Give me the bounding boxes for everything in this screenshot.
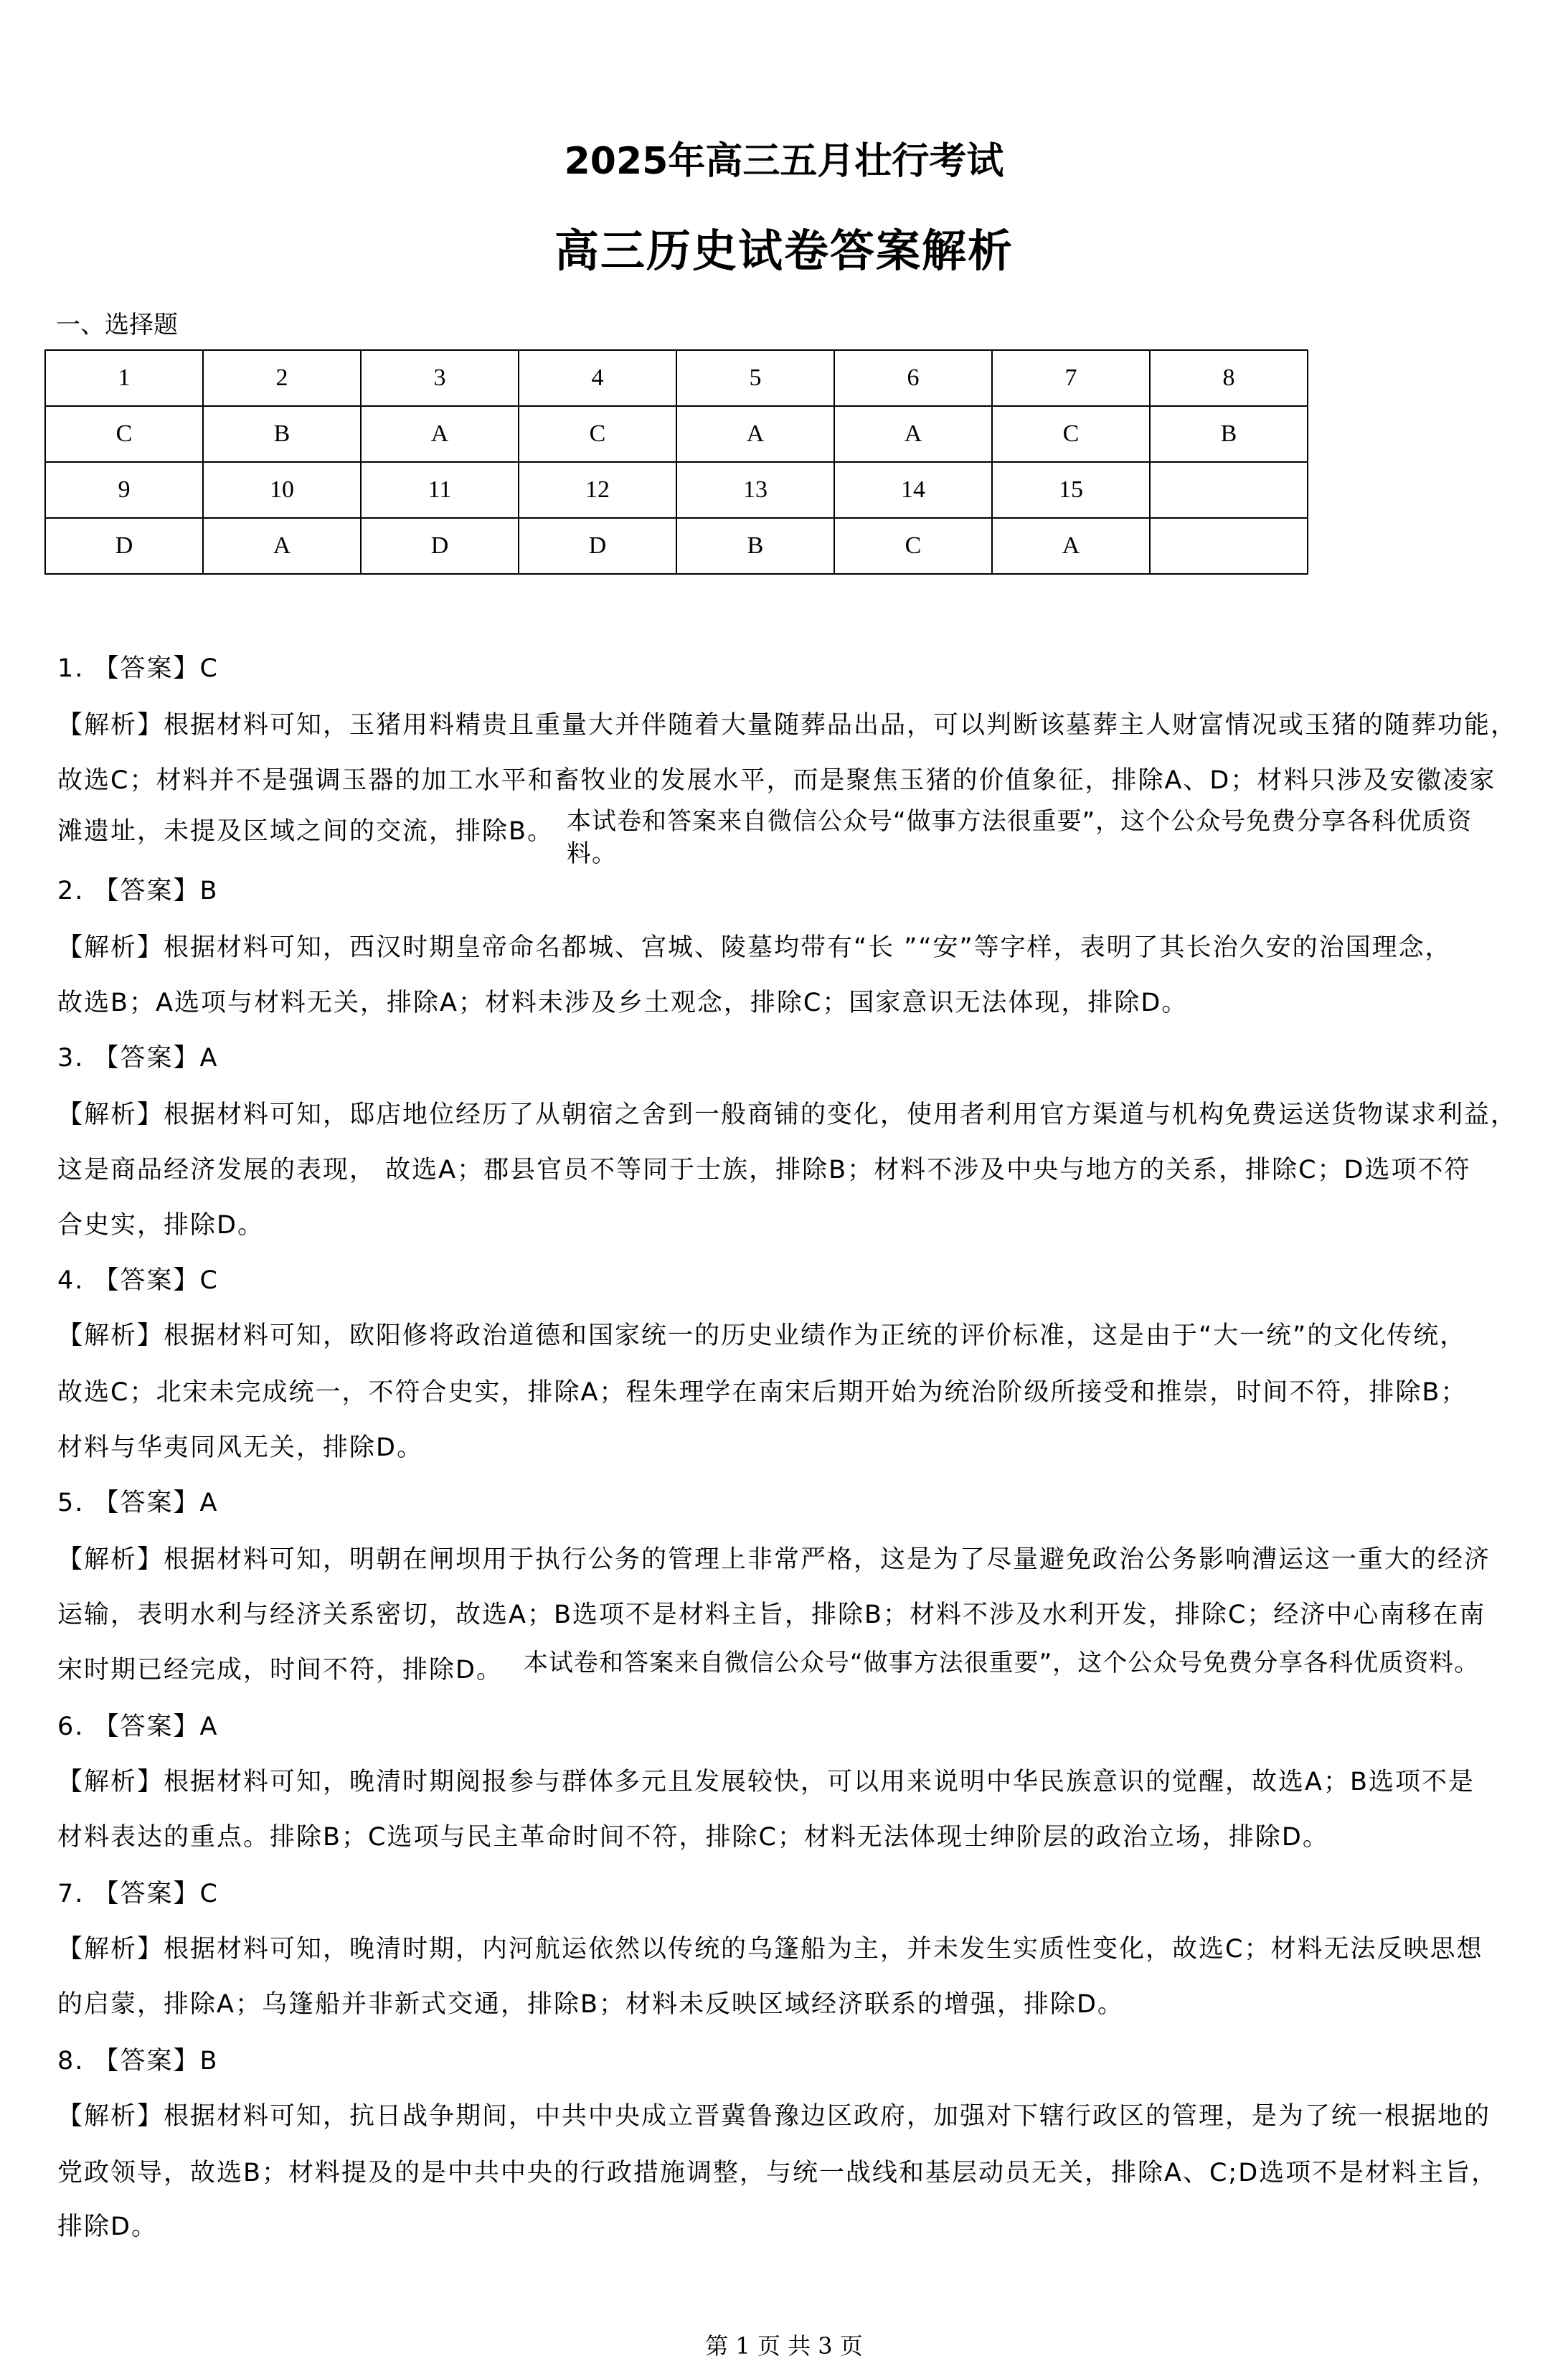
- explanation-line: 故选C；材料并不是强调玉器的加工水平和畜牧业的发展水平，而是聚焦玉猪的价值象征，排除A、D；材料只涉及安徽凌家: [57, 766, 1496, 795]
- section-heading: 一、选择题: [56, 311, 178, 339]
- watermark-line: 料。: [567, 839, 617, 868]
- answer-label: 7. 【答案】C: [57, 1880, 219, 1908]
- explanation-line: 故选B；A选项与材料无关，排除A；材料未涉及乡土观念，排除C；国家意识无法体现，排除D。: [57, 989, 1189, 1017]
- table-cell: 11: [361, 462, 519, 518]
- explanation-line: 运输，表明水利与经济关系密切，故选A；B选项不是材料主旨，排除B；材料不涉及水利开发，排除C；经济中心南移在南: [57, 1601, 1486, 1629]
- watermark-line: 本试卷和答案来自微信公众号“做事方法很重要”，这个公众号免费分享各科优质资: [567, 807, 1473, 836]
- table-cell: C: [519, 406, 676, 462]
- table-row: [45, 462, 1308, 518]
- table-cell: 5: [676, 350, 834, 406]
- explanation-line: 【解析】根据材料可知，欧阳修将政治道德和国家统一的历史业绩作为正统的评价标准，这是由于“大一统”的文化传统，: [57, 1321, 1467, 1350]
- answer-label: 6. 【答案】A: [57, 1712, 219, 1741]
- answer-table: [44, 349, 1308, 575]
- explanation-line: 材料与华夷同风无关，排除D。: [57, 1433, 423, 1462]
- table-cell: 14: [834, 462, 992, 518]
- table-cell: 6: [834, 350, 992, 406]
- watermark-note-2: 本试卷和答案来自微信公众号“做事方法很重要”，这个公众号免费分享各科优质资料。: [524, 1649, 1480, 1677]
- explanation-line: 【解析】根据材料可知，晚清时期，内河航运依然以传统的乌篷船为主，并未发生实质性变化，故选C；材料无法反映思想: [57, 1935, 1483, 1964]
- explanation-line: 【解析】根据材料可知，明朝在闸坝用于执行公务的管理上非常严格，这是为了尽量避免政治公务影响漕运这一重大的经济: [57, 1545, 1491, 1574]
- table-cell: 10: [203, 462, 361, 518]
- table-row: [45, 350, 1308, 406]
- table-cell: D: [45, 518, 203, 574]
- table-cell: 7: [992, 350, 1150, 406]
- table-cell: 12: [519, 462, 676, 518]
- explanation-line: 材料表达的重点。排除B；C选项与民主革命时间不符，排除C；材料无法体现士绅阶层的政治立场，排除D。: [57, 1823, 1329, 1852]
- table-cell: A: [992, 518, 1150, 574]
- explanation-line: 这是商品经济发展的表现， 故选A；郡县官员不等同于士族，排除B；材料不涉及中央与地方的关系，排除C；D选项不符: [57, 1156, 1471, 1184]
- explanation-line: 滩遗址，未提及区域之间的交流，排除B。: [57, 817, 554, 846]
- exam-title: 2025年高三五月壮行考试: [564, 140, 1004, 183]
- table-cell: [1150, 462, 1308, 518]
- table-cell: A: [834, 406, 992, 462]
- table-row: [45, 406, 1308, 462]
- explanation-line: 故选C；北宋未完成统一，不符合史实，排除A；程朱理学在南宋后期开始为统治阶级所接受和推崇，时间不符，排除B；: [57, 1378, 1468, 1407]
- watermark-note-1: [567, 801, 1472, 869]
- answer-label: 1. 【答案】C: [57, 654, 219, 683]
- table-cell: C: [45, 406, 203, 462]
- table-cell: 8: [1150, 350, 1308, 406]
- explanation-line: 合史实，排除D。: [57, 1211, 264, 1240]
- explanation-line: 【解析】根据材料可知，西汉时期皇帝命名都城、宫城、陵墓均带有“长 ”“安”等字样，表明了其长治久安的治国理念，: [57, 933, 1452, 962]
- table-cell: C: [834, 518, 992, 574]
- explanation-line: 宋时期已经完成，时间不符，排除D。: [57, 1656, 503, 1684]
- table-cell: A: [676, 406, 834, 462]
- table-cell: 9: [45, 462, 203, 518]
- table-cell: 4: [519, 350, 676, 406]
- table-cell: B: [676, 518, 834, 574]
- explanation-line: 【解析】根据材料可知，玉猪用料精贵且重量大并伴随着大量随葬品出品，可以判断该墓葬主人财富情况或玉猪的随葬功能，: [57, 711, 1518, 740]
- explanation-line: 党政领导，故选B；材料提及的是中共中央的行政措施调整，与统一战线和基层动员无关，排除A、C;D选项不是材料主旨，: [57, 2159, 1498, 2187]
- explanation-line: 排除D。: [57, 2212, 158, 2241]
- table-cell: A: [361, 406, 519, 462]
- explanation-line: 【解析】根据材料可知，邸店地位经历了从朝宿之舍到一般商铺的变化，使用者利用官方渠道与机构免费运送货物谋求利益，: [57, 1101, 1518, 1129]
- page-footer: 第 1 页 共 3 页: [705, 2332, 863, 2360]
- explanation-line: 【解析】根据材料可知，晚清时期阅报参与群体多元且发展较快，可以用来说明中华民族意识的觉醒，故选A；B选项不是: [57, 1768, 1475, 1796]
- table-cell: 15: [992, 462, 1150, 518]
- answer-label: 8. 【答案】B: [57, 2047, 219, 2075]
- table-cell: B: [203, 406, 361, 462]
- table-cell: D: [361, 518, 519, 574]
- table-cell: B: [1150, 406, 1308, 462]
- table-cell: 3: [361, 350, 519, 406]
- table-cell: [1150, 518, 1308, 574]
- table-cell: 2: [203, 350, 361, 406]
- table-cell: 13: [676, 462, 834, 518]
- answer-label: 2. 【答案】B: [57, 877, 219, 905]
- answer-label: 4. 【答案】C: [57, 1266, 219, 1295]
- document-title: 高三历史试卷答案解析: [554, 225, 1014, 277]
- explanation-line: 【解析】根据材料可知，抗日战争期间，中共中央成立晋冀鲁豫边区政府，加强对下辖行政区的管理，是为了统一根据地的: [57, 2102, 1491, 2131]
- explanation-line: 的启蒙，排除A；乌篷船并非新式交通，排除B；材料未反映区域经济联系的增强，排除D。: [57, 1990, 1124, 2019]
- table-cell: C: [992, 406, 1150, 462]
- answer-label: 3. 【答案】A: [57, 1044, 219, 1073]
- table-cell: A: [203, 518, 361, 574]
- table-cell: 1: [45, 350, 203, 406]
- answer-label: 5. 【答案】A: [57, 1489, 219, 1517]
- table-cell: D: [519, 518, 676, 574]
- table-row: [45, 518, 1308, 574]
